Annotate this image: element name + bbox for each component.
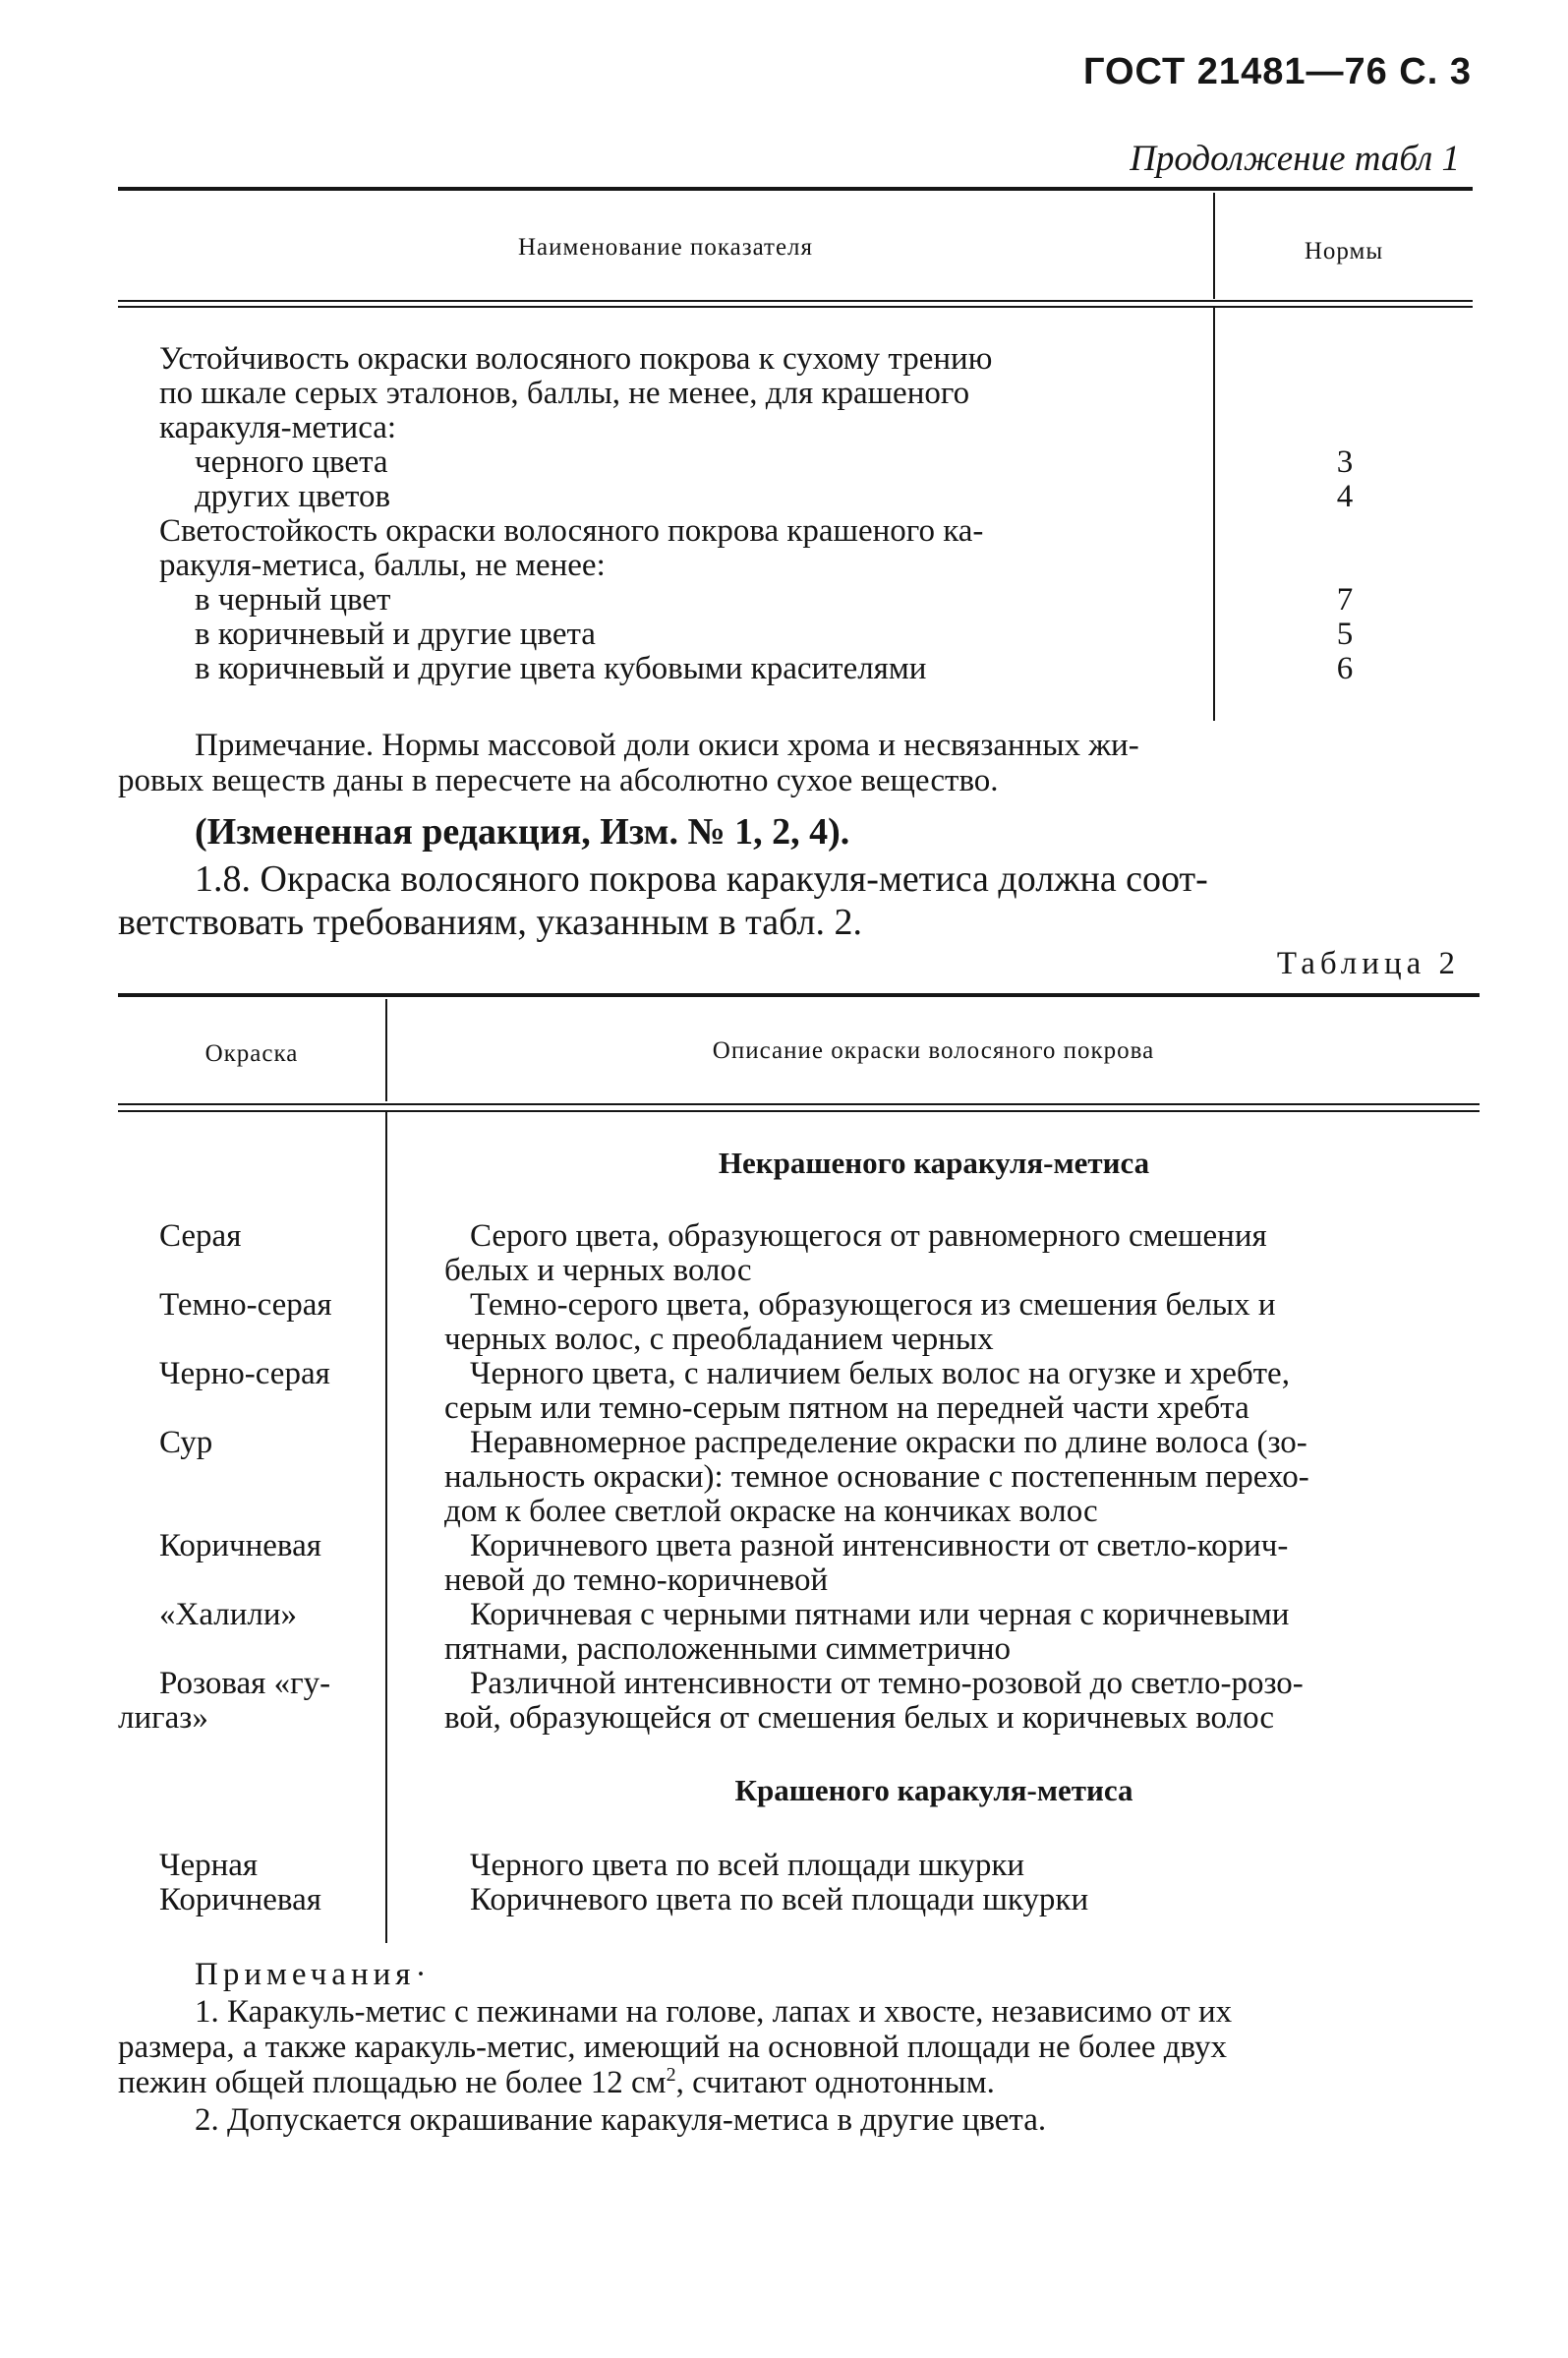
clause-1-8-line: 1.8. Окраска волосяного покрова каракуля-метиса должна соот-: [195, 858, 1208, 900]
table1-row-text: каракуля-метиса:: [159, 410, 397, 445]
table1-row-text: Светостойкость окраски волосяного покрова крашеного ка-: [159, 513, 984, 549]
table1-note-line: Примечание. Нормы массовой доли окиси хрома и несвязанных жи-: [195, 728, 1139, 763]
clause-1-8-line: ветствовать требованиям, указанным в табл. 2.: [118, 902, 862, 943]
table2-color-name: Темно-серая: [159, 1287, 332, 1323]
table2-color-name: Черная: [159, 1848, 259, 1883]
table2-color-desc: пятнами, расположенными симметрично: [444, 1631, 1012, 1667]
table2-color-desc: Темно-серого цвета, образующегося из смешения белых и: [470, 1287, 1276, 1323]
table1-header-name: Наименование показателя: [517, 234, 814, 261]
table2-color-desc: Коричневого цвета разной интенсивности от светло-корич-: [470, 1528, 1289, 1563]
table2-color-desc: Серого цвета, образующегося от равномерного смешения: [470, 1218, 1267, 1254]
table2-header-rule-1: [118, 1103, 1480, 1105]
table1-row-value: 5: [1336, 617, 1354, 652]
table1-row-value: 7: [1336, 582, 1354, 618]
table2-color-desc: белых и черных волос: [444, 1253, 752, 1288]
table2-color-name: «Халили»: [159, 1597, 298, 1632]
table2-note-1-line-3: [118, 2065, 995, 2100]
table1-row-value: 3: [1336, 444, 1354, 480]
superscript: 2: [666, 2064, 676, 2086]
table2-color-desc: черных волос, с преобладанием черных: [444, 1322, 994, 1357]
table1-row-text: черного цвета: [195, 444, 388, 480]
table2-note-1-line-2: размера, а также каракуль-метис, имеющий на основной площади не более двух: [118, 2030, 1227, 2065]
table1-header-norms: Нормы: [1304, 238, 1384, 265]
table1-top-rule: [118, 187, 1473, 191]
table2-color-desc: Черного цвета, с наличием белых волос на огузке и хребте,: [470, 1356, 1290, 1391]
page-header: ГОСТ 21481—76 С. 3: [1082, 51, 1472, 92]
table2-note-1-line-1: 1. Каракуль-метис с пежинами на голове, лапах и хвосте, независимо от их: [195, 1994, 1233, 2030]
note-text: пежин общей площадью не более 12 см: [118, 2065, 667, 2100]
table2-color-name: Серая: [159, 1218, 242, 1254]
table1-row-value: 4: [1336, 479, 1354, 514]
table2-section-undyed: Некрашеного каракуля-метиса: [718, 1146, 1150, 1180]
table2-color-name: лигаз»: [118, 1700, 208, 1736]
table1-row-text: в коричневый и другие цвета: [195, 617, 596, 652]
table1-note: [195, 728, 1139, 763]
note-text: , считают однотонным.: [675, 2065, 995, 2100]
table2-color-desc: серым или темно-серым пятном на передней части хребта: [444, 1390, 1249, 1426]
table2-color-desc: Черного цвета по всей площади шкурки: [470, 1848, 1025, 1883]
table1-row-text: в коричневый и другие цвета кубовыми красителями: [195, 651, 927, 686]
table2-color-name: Черно-серая: [159, 1356, 330, 1391]
table2-body-divider: [385, 1112, 387, 1943]
table2-header-desc: Описание окраски волосяного покрова: [712, 1037, 1155, 1064]
table2-color-name: Коричневая: [159, 1528, 321, 1563]
table2-header-rule-2: [118, 1110, 1480, 1112]
table2-color-desc: Неравномерное распределение окраски по длине волоса (зо-: [470, 1425, 1307, 1460]
table2-top-rule: [118, 993, 1480, 997]
table2-notes-title: Примечания·: [195, 1957, 432, 1992]
table2-color-desc: нальность окраски): темное основание с постепенным перехо-: [444, 1459, 1309, 1495]
amended-edition: (Измененная редакция, Изм. № 1, 2, 4).: [195, 811, 850, 853]
table1-row-text: других цветов: [195, 479, 391, 514]
table1-header-rule-1: [118, 300, 1473, 302]
table1-continuation-label: Продолжение табл 1: [1130, 139, 1460, 179]
table1-note-continued: ровых веществ даны в пересчете на абсолютно сухое вещество.: [118, 763, 999, 798]
table2-color-name: Коричневая: [159, 1882, 321, 1917]
table1-row-text: в черный цвет: [195, 582, 391, 618]
table2-section-dyed: Крашеного каракуля-метиса: [734, 1773, 1133, 1807]
table1-row-value: 6: [1336, 651, 1354, 686]
table2-label: Таблица 2: [1276, 946, 1460, 981]
table2-color-desc: вой, образующейся от смешения белых и коричневых волос: [444, 1700, 1275, 1736]
table2-header-color: Окраска: [204, 1040, 299, 1067]
table2-color-desc: Различной интенсивности от темно-розовой до светло-розо-: [470, 1666, 1304, 1701]
table2-note-2: 2. Допускается окрашивание каракуля-метиса в другие цвета.: [195, 2102, 1047, 2138]
table1-row-text: по шкале серых эталонов, баллы, не менее, для крашеного: [159, 376, 970, 411]
table2-color-name: Сур: [159, 1425, 213, 1460]
table1-header-rule-2: [118, 306, 1473, 308]
table2-color-name: Розовая «гу-: [159, 1666, 331, 1701]
table1-body-divider: [1213, 308, 1215, 721]
table1-row-text: Устойчивость окраски волосяного покрова к сухому трению: [159, 341, 993, 377]
table1-row-text: ракуля-метиса, баллы, не менее:: [159, 548, 606, 583]
table2-color-desc: Коричневая с черными пятнами или черная с коричневыми: [470, 1597, 1290, 1632]
table2-color-desc: невой до темно-коричневой: [444, 1562, 829, 1598]
table2-color-desc: Коричневого цвета по всей площади шкурки: [470, 1882, 1089, 1917]
table2-color-desc: дом к более светлой окраске на кончиках волос: [444, 1494, 1098, 1529]
